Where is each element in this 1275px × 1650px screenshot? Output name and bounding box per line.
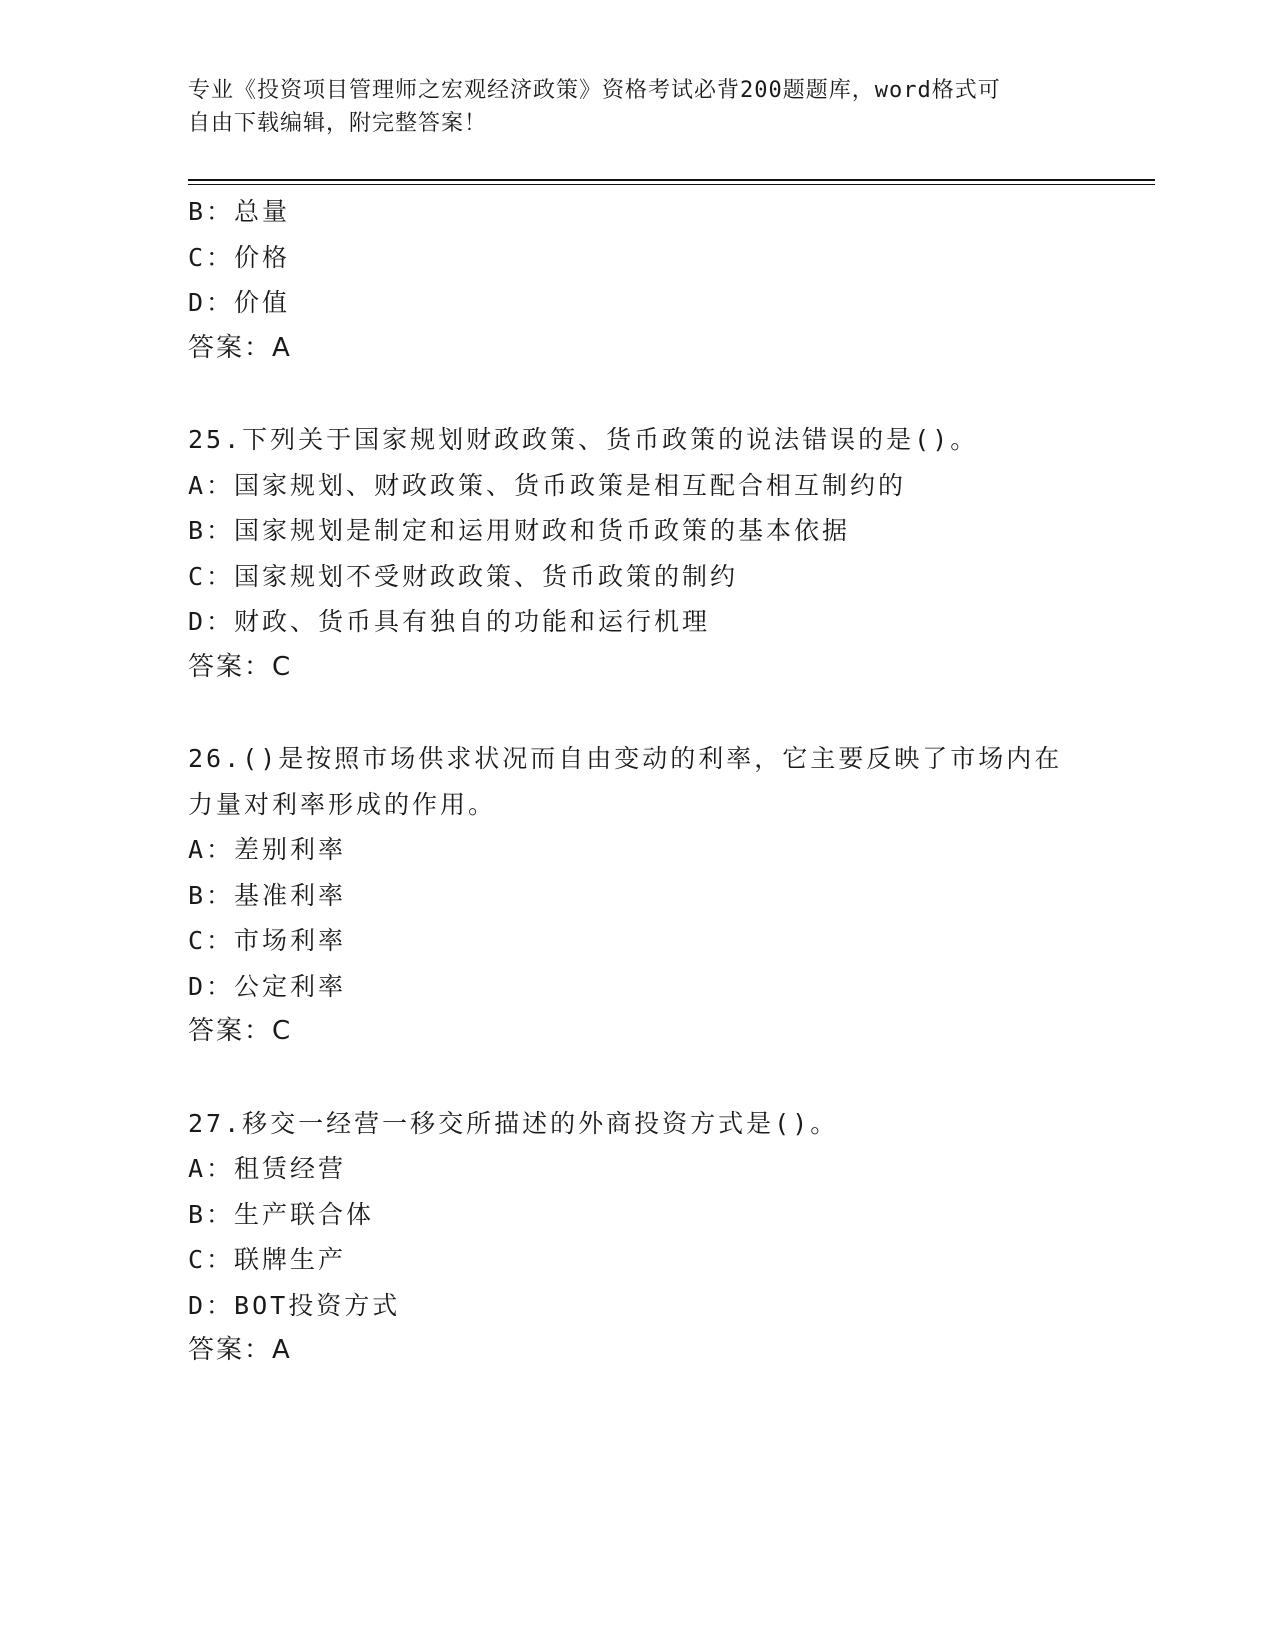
question-stem: 27.移交一经营一移交所描述的外商投资方式是()。: [188, 1108, 839, 1138]
question-26: [188, 736, 1088, 1055]
option-d: D：财政、货币具有独自的功能和运行机理: [188, 607, 711, 636]
answer-line: 答案：A: [188, 332, 292, 363]
question-spacer: [188, 371, 1088, 417]
header-divider-thin: [188, 184, 1155, 185]
option-b: B：总量: [188, 197, 291, 226]
option-a: A：国家规划、财政政策、货币政策是相互配合相互制约的: [188, 470, 907, 500]
header-line-1: 专业《投资项目管理师之宏观经济政策》资格考试必背200题题库，word格式可: [188, 78, 1001, 103]
option-c: C：市场利率: [188, 926, 347, 955]
header-line-2: 自由下载编辑，附完整答案！: [188, 111, 488, 136]
question-27: [188, 1101, 1088, 1374]
answer-line: 答案：A: [188, 1335, 292, 1365]
question-spacer: [188, 690, 1088, 736]
question-25: [188, 417, 1088, 690]
option-d: D：BOT投资方式: [188, 1290, 401, 1320]
answer-line: 答案：C: [188, 1016, 293, 1046]
continued-question: [188, 189, 1088, 371]
option-d: D：公定利率: [188, 971, 347, 1001]
option-a: A：租赁经营: [188, 1154, 347, 1183]
option-c: C：国家规划不受财政政策、货币政策的制约: [188, 561, 739, 591]
answer-line: 答案：C: [188, 651, 293, 682]
question-spacer: [188, 1055, 1088, 1101]
question-content: [188, 189, 1088, 1374]
question-stem: 25.下列关于国家规划财政政策、货币政策的说法错误的是()。: [188, 425, 979, 454]
document-header: [188, 74, 1068, 140]
option-d: D：价值: [188, 288, 291, 317]
question-stem-line-2: 力量对利率形成的作用。: [188, 789, 497, 819]
option-c: C：联牌生产: [188, 1245, 347, 1274]
option-a: A：差别利率: [188, 835, 347, 864]
option-b: B：国家规划是制定和运用财政和货币政策的基本依据: [188, 516, 851, 545]
option-c: C：价格: [188, 242, 291, 272]
header-divider: [188, 179, 1155, 181]
option-b: B：生产联合体: [188, 1199, 375, 1229]
question-stem-line-1: 26.()是按照市场供求状况而自由变动的利率，它主要反映了市场内在: [188, 744, 1063, 773]
option-b: B：基准利率: [188, 880, 347, 910]
